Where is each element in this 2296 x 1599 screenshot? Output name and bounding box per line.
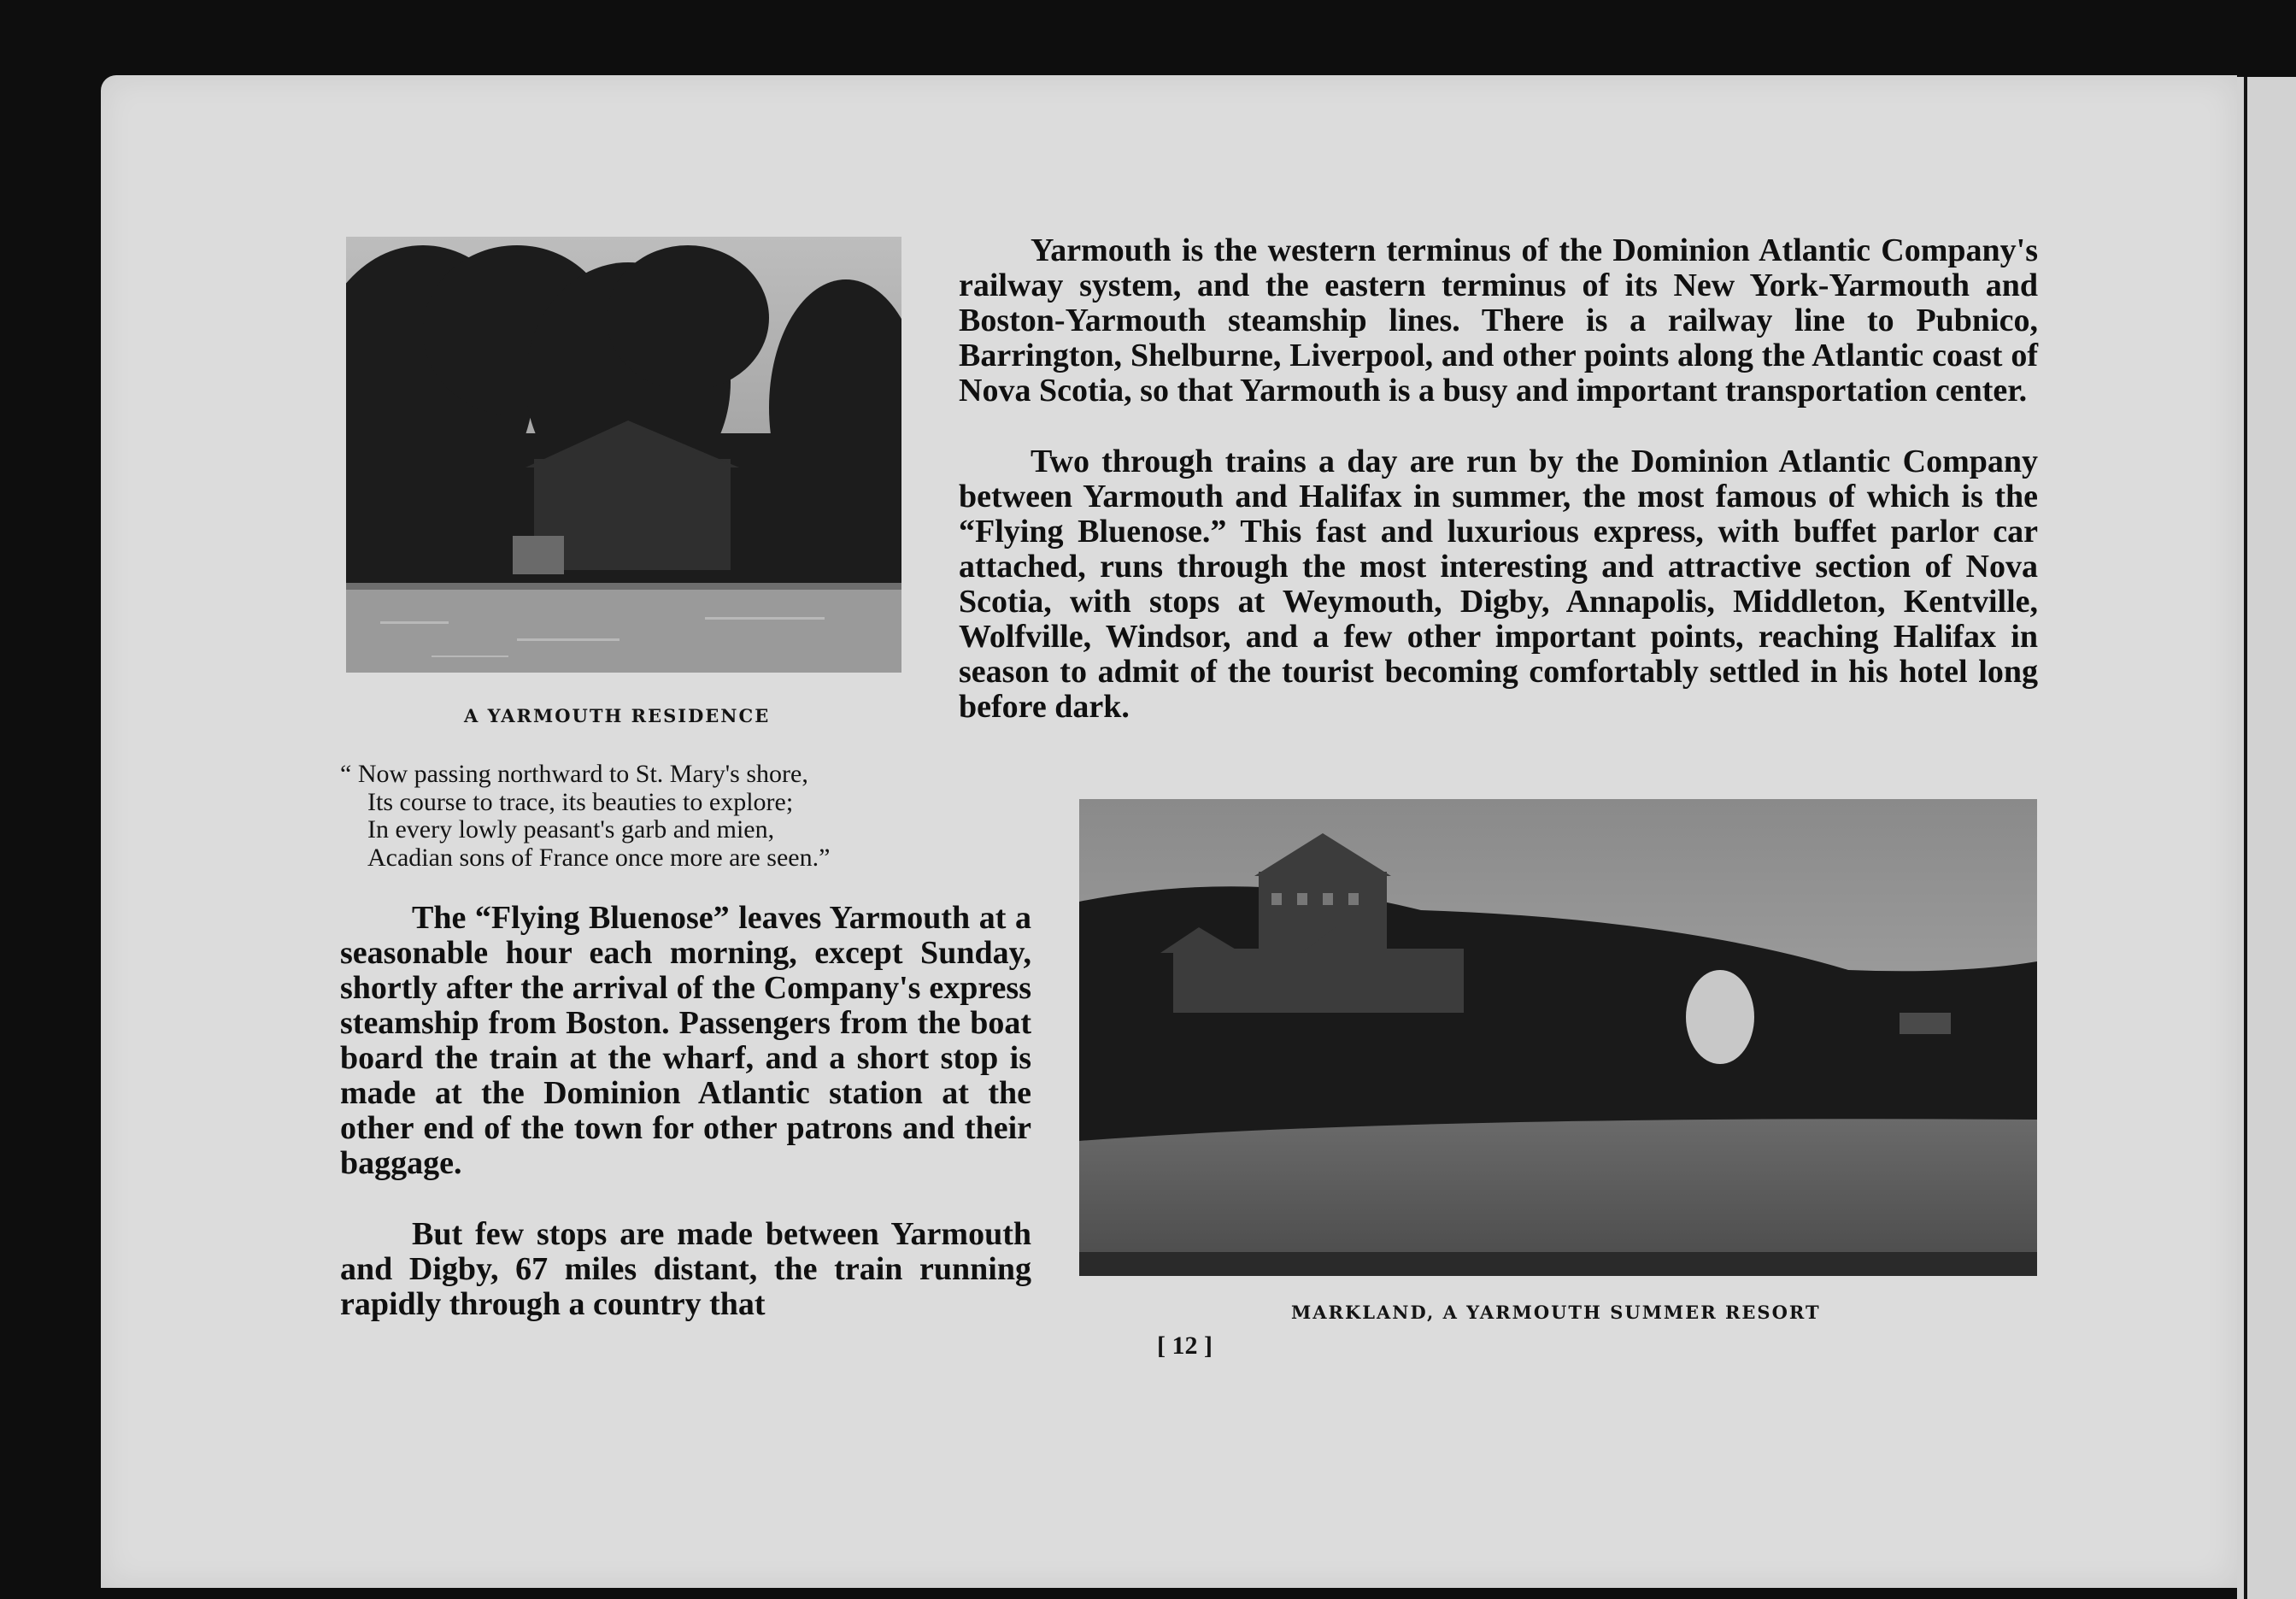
photo-markland-resort — [1079, 799, 2037, 1276]
poem-line: Its course to trace, its beauties to explore; — [367, 787, 794, 816]
right-paragraph-2: Two through trains a day are run by the Dominion Atlantic Company between Yarmouth and Halifax in summer, the most famous of which is the “Flying Bluenose.” This fast and luxurious express, with buffet parlor car attached, runs through the most interesting and attractive section of Nova Scotia, with stops at Weymouth, Digby, Annapolis, Middleton, Kentville, Wolfville, Windsor, and a few other important points, reaching Halifax in season to admit of the tourist becoming comfortably settled in his hotel long before dark. — [959, 444, 2038, 725]
page-gutter — [2244, 77, 2247, 1599]
poem-line: “ Now passing northward to St. Mary's shore, — [340, 760, 808, 788]
left-paragraph-1: The “Flying Bluenose” leaves Yarmouth at a seasonable hour each morning, except Sunday, shortly after the arrival of the Company's express steamship from Boston. Passengers from the boat board the train at the wharf, and a short stop is made at the Dominion Atlantic station at the other end of the town for other patrons and their baggage. — [340, 900, 1031, 1181]
right-paragraph-1: Yarmouth is the western terminus of the Dominion Atlantic Company's railway system, and the eastern terminus of its New York-Yarmouth and Boston-Yarmouth steamship lines. There is a railway line to Pubnico, Barrington, Shelburne, Liverpool, and other points along the Atlantic coast of Nova Scotia, so that Yarmouth is a busy and important transportation center. — [959, 232, 2038, 409]
residence-caption: A YARMOUTH RESIDENCE — [464, 705, 771, 726]
left-paragraph-2: But few stops are made between Yarmouth and Digby, 67 miles distant, the train running rapidly through a country that — [340, 1216, 1031, 1322]
poem-quotation — [340, 761, 830, 872]
markland-caption: MARKLAND, A YARMOUTH SUMMER RESORT — [1291, 1302, 1821, 1323]
poem-line: Acadian sons of France once more are seen.” — [367, 843, 831, 872]
poem-line: In every lowly peasant's garb and mien, — [367, 815, 775, 844]
photo-yarmouth-residence — [346, 237, 901, 673]
page-number: [ 12 ] — [1157, 1332, 1213, 1360]
